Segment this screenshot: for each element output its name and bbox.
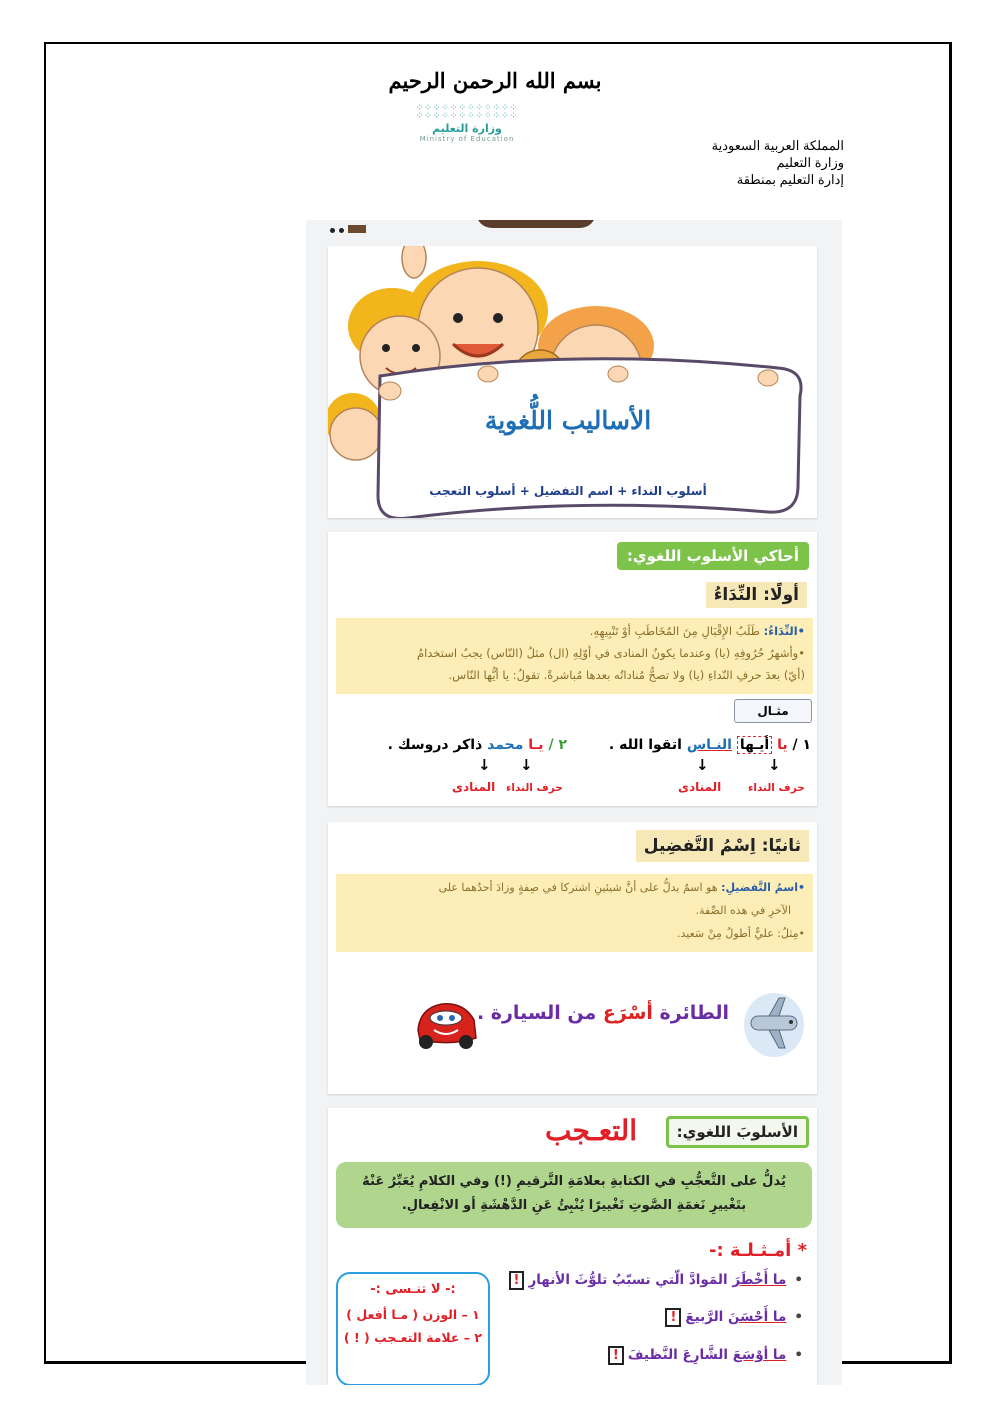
- tafdeel-heading: ثانيًا: اِسْمُ التَّفضِيل: [636, 830, 809, 862]
- taajjub-title: التعـجب: [544, 1114, 637, 1147]
- arrow-down-icon: ↓: [696, 756, 709, 774]
- label-harf-nidaa-2: حرف النداء: [506, 782, 563, 794]
- taajjub-tag: الأسلوبَ اللغوي:: [666, 1116, 809, 1148]
- reminder-title: :- لا تنـسى :-: [370, 1282, 456, 1297]
- examples-title: * أمـثـلـة :-: [709, 1240, 807, 1261]
- taajjub-desc-line-2: بتَغْييرِ نَغمَةِ الصَّوتِ تَغْييرًا يُنْبِئُ عَنِ الدَّهْشَةِ أو الانْفِعالِ.: [401, 1198, 747, 1213]
- kids-illustration: [328, 246, 817, 518]
- arrow-down-icon: ↓: [478, 756, 491, 774]
- taajjub-desc-line-1: يُدلُّ على التَّعجُّبِ في الكتابةِ بعلامَةِ التَّرقيمِ (!) وفي الكلامِ يُعَبِّرُ عَنْهُ: [362, 1174, 786, 1189]
- reminder-box: [336, 1272, 490, 1385]
- example-1: ١ / يا أيـها النـاس اتقوا الله .: [608, 737, 811, 753]
- header-line-department: إدارة التعليم بمنطقة: [736, 172, 844, 187]
- tafdeel-line-1: •اسمُ التَّفضيلِ: هو اسمٌ يدلُّ على أنَّ شيئينِ اشتركا في صِفةٍ وزادَ أحدُهما على: [438, 881, 805, 894]
- basmala: بسم الله الرحمن الرحيم: [388, 68, 602, 93]
- taajjub-card: [328, 1108, 817, 1385]
- arrow-down-icon: ↓: [768, 756, 781, 774]
- top-remnant-dots: [328, 220, 388, 232]
- tafdeel-example-sentence: الطائرة أسْرَع من السيارة .: [476, 1002, 729, 1024]
- tafdeel-card: [328, 822, 817, 1094]
- label-harf-nidaa-1: حرف النداء: [748, 782, 805, 794]
- header-line-ministry: وزارة التعليم: [776, 155, 844, 170]
- tafdeel-definition: [336, 874, 813, 952]
- logo-english: Ministry of Education: [419, 135, 515, 143]
- nidaa-line-3: (أيّ) بعدَ حرفِ النّداءِ (يا) ولا تصحُّ مُناداتُه بعدها مُباشرةً. تقولُ: يا أيُّها النّاس.: [448, 668, 805, 682]
- tafdeel-line-3: •مِثلُ: عليٌّ أطولُ مِنْ سَعيد.: [677, 927, 805, 940]
- taajjub-example-1: •ما أَخْطَرَ المَوادَّ الّتي تسبّبُ تلوُّثَ الأنهارِ!: [509, 1271, 803, 1290]
- nidaa-card: [328, 532, 817, 806]
- taajjub-description: [336, 1162, 812, 1228]
- section-heading: أحاكي الأسلوب اللغوي:: [617, 542, 809, 570]
- arrow-down-icon: ↓: [520, 756, 533, 774]
- header-block: [712, 137, 844, 188]
- taajjub-example-2: •ما أَحْسَنَ الرَّبيعَ!: [665, 1308, 803, 1327]
- reminder-item-2: ٢ – علامة التعـجب ( ! ): [343, 1330, 483, 1345]
- taajjub-example-3: •ما أوْسَعَ الشَّارِعَ النَّظيفَ!: [608, 1346, 803, 1365]
- example-2: ٢ / يـا محمد ذاكر دروسك .: [387, 737, 567, 753]
- car-icon: [412, 990, 482, 1056]
- hero-title: الأساليب اللُّغوية: [484, 406, 652, 435]
- nidaa-line-1: •النِّدَاءُ: طَلَبُ الإِقْبَالِ مِنَ المُخَاطَبِ أوْ تَنْبِيهِهِ.: [589, 624, 805, 638]
- top-remnant: [476, 220, 596, 228]
- ministry-logo: [405, 104, 529, 150]
- label-munada-2: المنادى: [452, 780, 496, 794]
- tafdeel-line-2: الآخرِ في هذه الصِّفة.: [695, 904, 791, 917]
- reminder-item-1: ١ – الوزن ( مـا أفعل ): [346, 1307, 480, 1322]
- example-label: مثـال: [734, 699, 812, 723]
- logo-dots-icon: ⁘⁘⁘⁘⁘⁘⁘⁘⁘⁘⁘⁘ ⁘⁘⁘⁘⁘⁘⁘⁘⁘⁘⁘⁘: [415, 103, 519, 121]
- airplane-icon: [739, 980, 809, 1060]
- header-line-country: المملكة العربية السعودية: [711, 138, 844, 153]
- logo-arabic: وزارة التعليم: [432, 122, 502, 135]
- nidaa-subheading: أولًا: النِّدَاءُ: [706, 582, 807, 608]
- nidaa-line-2: •وأشهرُ حُرُوفِهِ (يا) وعندما يكونُ المنادى في أوّلِهِ (ال) مثلُ (النّاس) يجبُ استخدامُ: [416, 646, 805, 660]
- hero-card: [328, 246, 817, 518]
- nidaa-definition: [336, 618, 813, 694]
- hero-subtitle: أسلوب النداء + اسم التفضيل + أسلوب التعجب: [429, 484, 707, 498]
- lesson-image: [306, 220, 842, 1385]
- label-munada-1: المنادى: [678, 780, 722, 794]
